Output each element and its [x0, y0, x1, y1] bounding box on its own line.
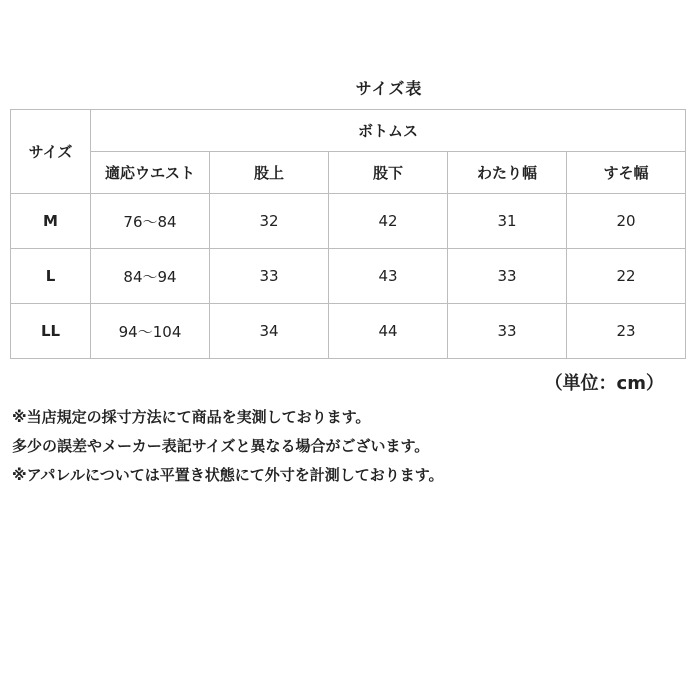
- notes: [12, 403, 444, 490]
- table-cell: 20: [567, 194, 686, 249]
- table-row: [11, 249, 686, 304]
- table-cell: 43: [329, 249, 448, 304]
- bottoms-group-header: ボトムス: [91, 110, 686, 152]
- note-line: ※アパレルについては平置き状態にて外寸を計測しております。: [12, 466, 444, 484]
- size-label: L: [11, 249, 91, 304]
- table-cell: 31: [448, 194, 567, 249]
- table-cell: 84～94: [91, 249, 210, 304]
- column-header-waist: 適応ウエスト: [91, 152, 210, 194]
- size-column-header: サイズ: [11, 110, 91, 194]
- page-title: サイズ表: [355, 79, 423, 98]
- column-header-rise: 股上: [210, 152, 329, 194]
- table-cell: 22: [567, 249, 686, 304]
- table-header-row: [11, 110, 686, 152]
- table-cell: 44: [329, 304, 448, 359]
- table-cell: 32: [210, 194, 329, 249]
- size-label: LL: [11, 304, 91, 359]
- column-header-hem-width: すそ幅: [567, 152, 686, 194]
- note-line: 多少の誤差やメーカー表記サイズと異なる場合がございます。: [12, 437, 430, 455]
- table-cell: 23: [567, 304, 686, 359]
- table-cell: 94～104: [91, 304, 210, 359]
- table-cell: 33: [448, 304, 567, 359]
- table-cell: 33: [448, 249, 567, 304]
- table-row: [11, 304, 686, 359]
- column-header-inseam: 股下: [329, 152, 448, 194]
- size-label: M: [11, 194, 91, 249]
- table-subheader-row: [11, 152, 686, 194]
- table-cell: 33: [210, 249, 329, 304]
- unit-label: （単位：cm）: [544, 373, 664, 394]
- size-table: [10, 109, 686, 359]
- table-cell: 76～84: [91, 194, 210, 249]
- column-header-thigh-width: わたり幅: [448, 152, 567, 194]
- table-cell: 34: [210, 304, 329, 359]
- note-line: ※当店規定の採寸方法にて商品を実測しております。: [12, 408, 371, 426]
- table-cell: 42: [329, 194, 448, 249]
- table-row: [11, 194, 686, 249]
